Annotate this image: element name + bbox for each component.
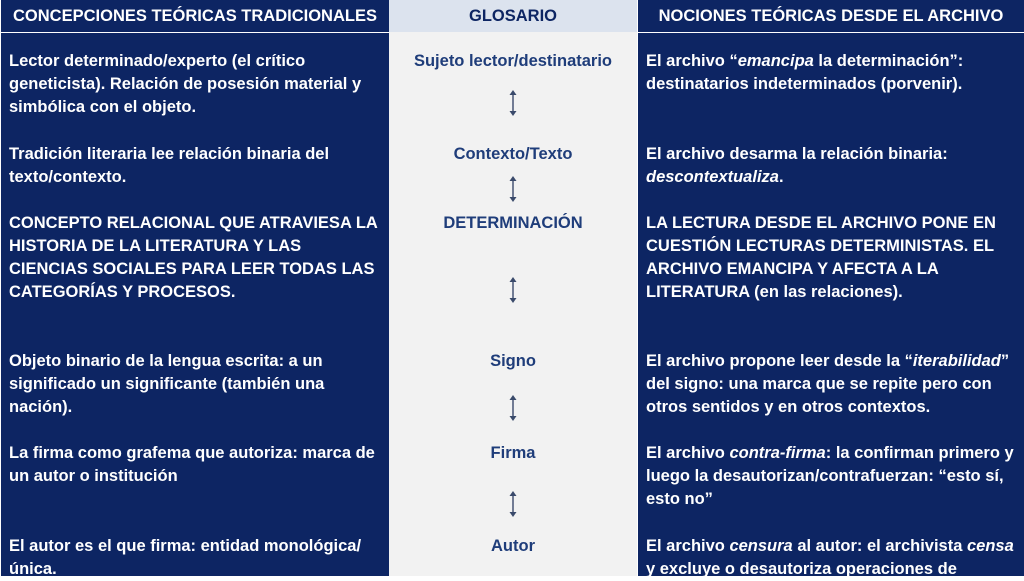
double-arrow-vertical-icon bbox=[507, 176, 519, 202]
archive-context: El archivo desarma la relación binaria: descontextualiza. bbox=[646, 145, 948, 186]
header-archive: NOCIONES TEÓRICAS DESDE EL ARCHIVO bbox=[638, 0, 1024, 33]
glossary-sign: Signo bbox=[490, 352, 536, 370]
column-glossary bbox=[389, 0, 637, 576]
column-traditional bbox=[0, 0, 389, 576]
traditional-context: Tradición literaria lee relación binaria del texto/contexto. bbox=[9, 145, 330, 186]
glossary-signature: Firma bbox=[490, 444, 536, 462]
archive-author: El archivo censura al autor: el archivista censa y excluye o desautoriza operaciones de bbox=[646, 537, 1014, 578]
double-arrow-vertical-icon bbox=[507, 277, 519, 303]
archive-signature: El archivo contra-firma: la confirman primero y luego la desautorizan/contrafuerzan: “esto sí, esto no” bbox=[646, 444, 1014, 508]
traditional-signature: La firma como grafema que autoriza: marca de un autor o institución bbox=[9, 444, 375, 485]
traditional-author: El autor es el que firma: entidad monológica/única. bbox=[9, 537, 362, 578]
double-arrow-vertical-icon bbox=[507, 395, 519, 421]
traditional-reader: Lector determinado/experto (el crítico geneticista). Relación de posesión material y simbólica con el objeto. bbox=[9, 52, 362, 116]
header-glossary: GLOSARIO bbox=[389, 0, 637, 32]
archive-sign: El archivo propone leer desde la “iterabilidad” del signo: una marca que se repite pero con otros sentidos y en otros contextos. bbox=[646, 352, 1010, 416]
glossary-context: Contexto/Texto bbox=[453, 145, 573, 163]
header-traditional: CONCEPCIONES TEÓRICAS TRADICIONALES bbox=[1, 0, 389, 33]
double-arrow-vertical-icon bbox=[507, 491, 519, 517]
archive-determination: LA LECTURA DESDE EL ARCHIVO PONE EN CUESTIÓN LECTURAS DETERMINISTAS. EL ARCHIVO EMANCIPA Y AFECTA A LA LITERATURA (en las relaciones). bbox=[646, 214, 996, 301]
traditional-sign: Objeto binario de la lengua escrita: a un significado un significante (también una nación). bbox=[9, 352, 325, 416]
glossary-determination: DETERMINACIÓN bbox=[443, 214, 583, 232]
glossary-reader: Sujeto lector/destinatario bbox=[413, 52, 613, 70]
traditional-determination: CONCEPTO RELACIONAL QUE ATRAVIESA LA HISTORIA DE LA LITERATURA Y LAS CIENCIAS SOCIALES PARA LEER TODAS LAS CATEGORÍAS Y PROCESOS. bbox=[9, 214, 378, 301]
double-arrow-vertical-icon bbox=[507, 90, 519, 116]
column-archive bbox=[637, 0, 1024, 576]
archive-reader: El archivo “emancipa la determinación”: destinatarios indeterminados (porvenir). bbox=[646, 52, 964, 93]
glossary-author: Autor bbox=[491, 537, 535, 555]
